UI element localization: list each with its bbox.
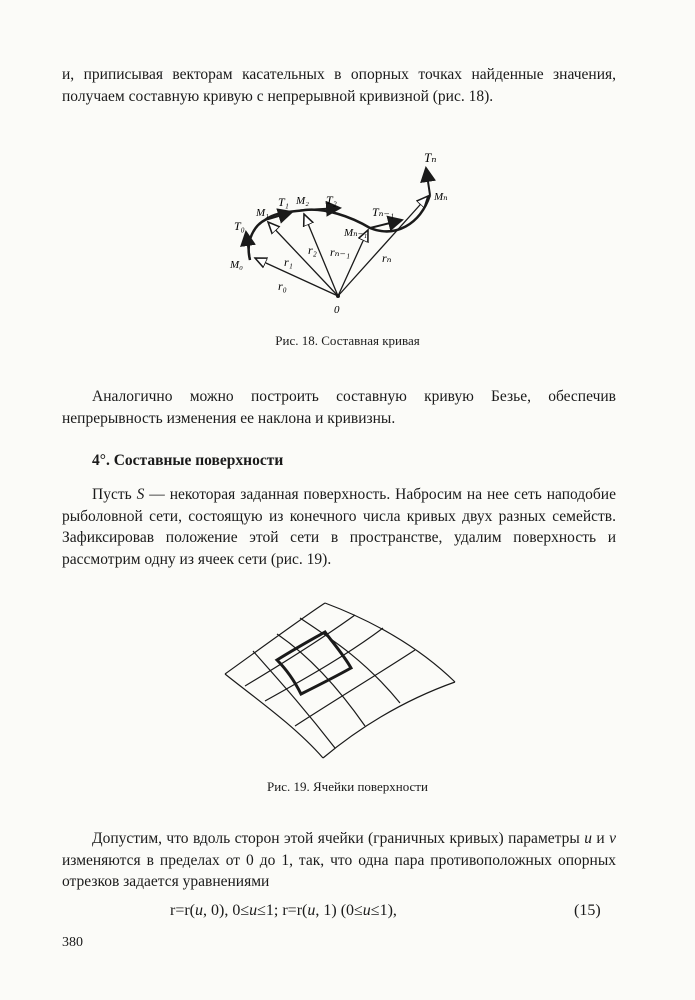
- grid-u-line-4: [323, 682, 455, 758]
- grid-v-line-2: [277, 634, 365, 726]
- paragraph-intro: и, приписывая векторам касательных в опорных точках найденные значения, получаем составную кривую с непрерывной кривизной (рис. 18).: [62, 66, 616, 105]
- label-Tn: Tₙ: [424, 150, 437, 165]
- label-rn: rₙ: [382, 251, 392, 265]
- label-T0: T₀: [234, 219, 245, 233]
- figure19-caption: Рис. 19. Ячейки поверхности: [267, 779, 428, 794]
- figure-composite-curve: [220, 150, 470, 325]
- grid-v-line-0: [225, 674, 323, 758]
- label-Mn1: Mₙ₋₁: [344, 227, 368, 239]
- grid-v-line-1: [253, 651, 335, 748]
- label-r1: r₁: [284, 255, 293, 269]
- equation-number: (15): [574, 902, 601, 919]
- label-M0: M₀: [230, 259, 243, 271]
- label-Mn: Mₙ: [434, 191, 448, 203]
- equation-15: r=r(u, 0), 0≤u≤1; r=r(u, 1) (0≤u≤1),: [170, 902, 397, 919]
- label-Tn1: Tₙ₋₁: [372, 205, 395, 219]
- page-number: 380: [62, 935, 83, 950]
- paragraph-parameters: Допустим, что вдоль сторон этой ячейки (граничных кривых) параметры u и v изменяются в пределах от 0 до 1, так, что одна пара противоположных опорных отрезков задается уравнениями: [62, 830, 616, 890]
- section-heading: 4°. Составные поверхности: [92, 452, 284, 469]
- figure18-caption: Рис. 18. Составная кривая: [275, 333, 420, 348]
- label-rn1: rₙ₋₁: [330, 245, 351, 259]
- label-r2: r₂: [308, 243, 317, 257]
- grid-u-line-0: [225, 603, 325, 674]
- figure-surface-cells: [215, 598, 465, 766]
- label-T2: T₂: [326, 193, 337, 207]
- label-O: 0: [334, 304, 340, 316]
- label-T1: T₁: [278, 195, 289, 209]
- paragraph-bezier: Аналогично можно построить составную кривую Безье, обеспечив непрерывность изменения ее наклона и кривизны.: [62, 388, 616, 427]
- label-r0: r₀: [278, 279, 287, 293]
- label-M2: M₂: [296, 195, 309, 207]
- label-M1: M₁: [256, 207, 269, 219]
- paragraph-surface: Пусть S — некоторая заданная поверхность. Набросим на нее сеть наподобие рыболовной сети, состоящую из конечного числа кривых двух разных семейств. Зафиксировав положение этой сети в пространстве, удалим поверхность и рассмотрим одну из ячеек сети (рис. 19).: [62, 486, 616, 568]
